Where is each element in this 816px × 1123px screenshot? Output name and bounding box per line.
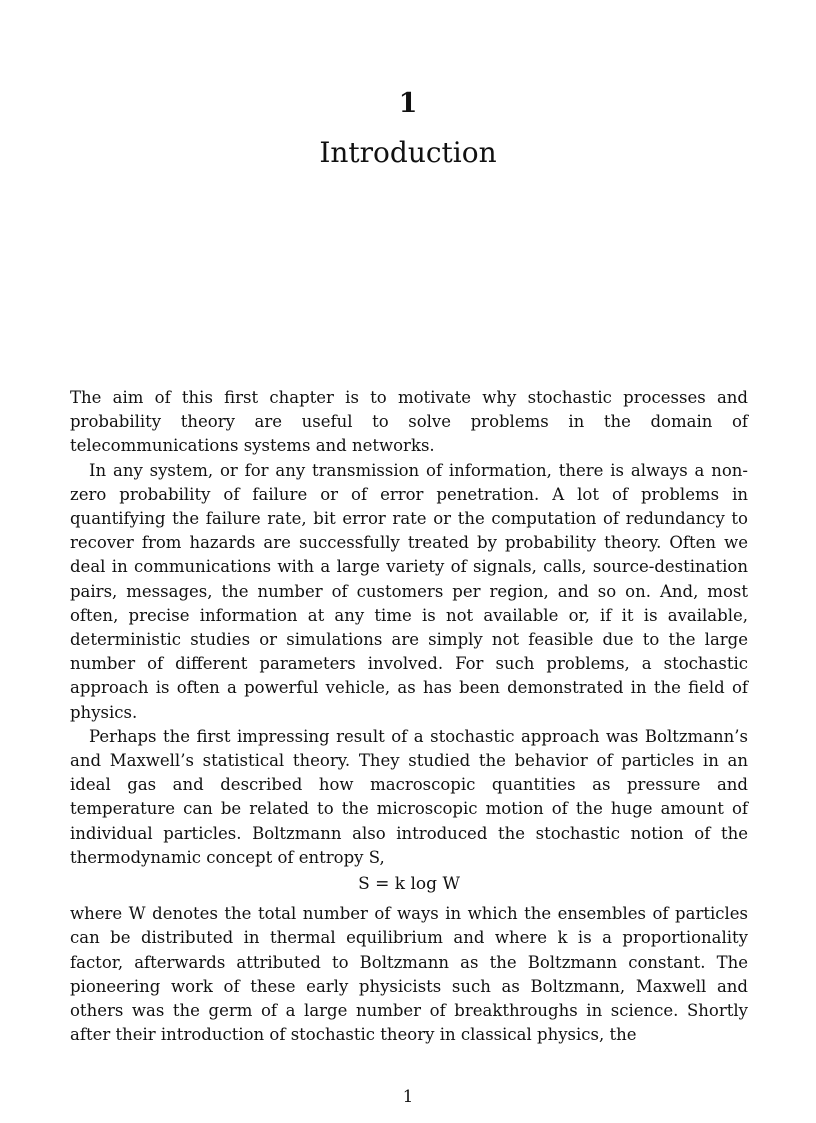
entropy-equation: S = k log W (358, 874, 460, 895)
paragraph-3: Perhaps the first impressing result of a stochastic approach was Boltzmann’s and Maxwell’s statistical theory. They studied the behavior of particles in an ideal gas and described how macroscopic quantities as pressure and temperature can be related to the microscopic motion of the huge amount of individual particles. Boltzmann also introduced the stochastic notion of the thermodynamic concept of entropy S, (70, 726, 748, 867)
paragraph-4: where W denotes the total number of ways in which the ensembles of particles can be distributed in thermal equilibrium and where k is a proportionality factor, afterwards attributed to Boltzmann as the Boltzmann constant. The pioneering work of these early physicists such as Boltzmann, Maxwell and others was the germ of a large number of breakthroughs in science. Shortly after their introduction of stochastic theory in classical physics, the (70, 904, 748, 1045)
paragraph-1: The aim of this first chapter is to motivate why stochastic processes and probability theory are useful to solve problems in the domain of telecommunications systems and networks. (70, 388, 748, 456)
body-text (70, 386, 748, 1047)
chapter-title: Introduction (319, 136, 497, 169)
page-number: 1 (402, 1087, 414, 1106)
paragraph-2: In any system, or for any transmission of information, there is always a non-zero probability of failure or of error penetration. A lot of problems in quantifying the failure rate, bit error rate or the computation of redundancy to recover from hazards are successfully treated by probability theory. Often we deal in communications with a large variety of signals, calls, source-destination pairs, messages, the number of customers per region, and so on. And, most often, precise information at any time is not available or, if it is available, deterministic studies or simulations are simply not feasible due to the large number of different parameters involved. For such problems, a stochastic approach is often a powerful vehicle, as has been demonstrated in the field of physics. (70, 460, 748, 722)
chapter-number: 1 (398, 88, 418, 119)
